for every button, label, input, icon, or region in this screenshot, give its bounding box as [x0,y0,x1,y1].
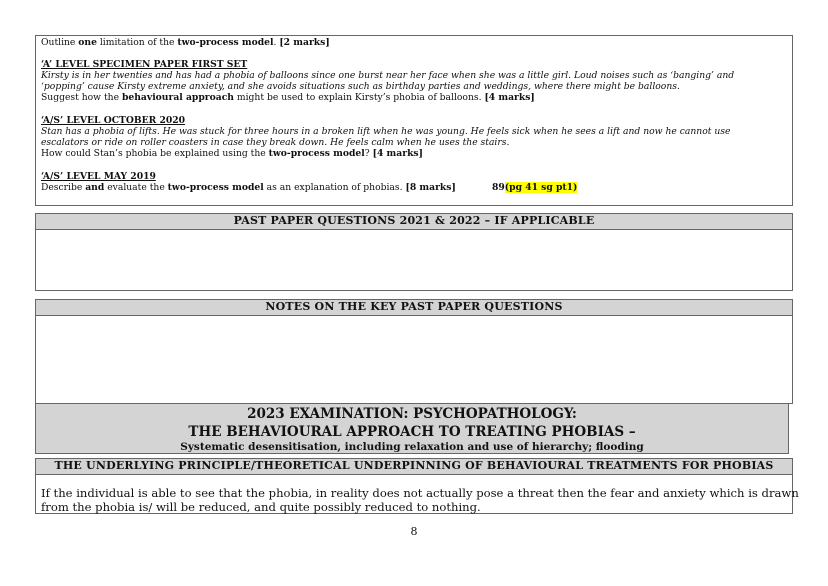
exam-subtitle: Systematic desensitisation, including relaxation and use of hierarchy; flooding [180,441,644,453]
question-2: Suggest how the behavioural approach might be used to explain Kirsty’s phobia of balloons. [4 marks] [41,92,535,103]
exam-title-line1: 2023 EXAMINATION: PSYCHOPATHOLOGY: [247,406,577,422]
q3-scenario-line1: Stan has a phobia of lifts. He was stuck for three hours in a broken lift when he was young. He feels sick when he sees a lift and now he cannot use [41,126,731,137]
q2-scenario-line1: Kirsty is in her twenties and has had a phobia of balloons since one burst near her face when she was a little girl. Loud noises such as ‘banging’ and [41,70,735,81]
notes-answer-box [35,315,793,404]
q1-bold-one: one [78,37,97,48]
question-1: Outline one limitation of the two-process model. [2 marks] [41,37,330,48]
q1-marks: [2 marks] [279,37,330,48]
q3-marks: [4 marks] [372,148,423,159]
past-paper-header: PAST PAPER QUESTIONS 2021 & 2022 – IF APPLICABLE [35,213,793,230]
page-number: 8 [410,525,418,538]
question-4: Describe and evaluate the two-process model as an explanation of phobias. [8 marks] [41,182,456,193]
q4-bold-model: two-process model [167,182,264,193]
question-3: How could Stan’s phobia be explained using the two-process model? [4 marks] [41,148,423,159]
notes-header: NOTES ON THE KEY PAST PAPER QUESTIONS [35,299,793,316]
q4-reference [492,182,577,193]
principle-text-line1: If the individual is able to see that the phobia, in reality does not actually pose a threat then the fear and anxiety which is drawn [41,486,799,500]
exam-topic-heading [35,403,789,454]
q4-ref-number: 89 [492,182,505,193]
q4-ref-highlight: (pg 41 sg pt1) [504,182,578,193]
q4-heading: ‘A/S’ LEVEL MAY 2019 [41,171,156,182]
q2-bold-approach: behavioural approach [121,92,234,103]
q3-bold-model: two-process model [268,148,365,159]
exam-title-line2: THE BEHAVIOURAL APPROACH TO TREATING PHOBIAS – [188,424,636,440]
q3-scenario-line2: escalators or ride on roller coasters in case they break down. He feels calm when he uses the stairs. [41,137,510,148]
principle-text-line2: from the phobia is/ will be reduced, and quite possibly reduced to nothing. [41,500,481,514]
past-paper-answer-box [35,229,793,291]
principle-header: THE UNDERLYING PRINCIPLE/THEORETICAL UNDERPINNING OF BEHAVIOURAL TREATMENTS FOR PHOBIAS [35,458,793,475]
q1-bold-model: two-process model [177,37,274,48]
q4-marks: [8 marks] [405,182,456,193]
q2-scenario-line2: ‘popping’ cause Kirsty extreme anxiety, and she avoids situations such as birthday parties and weddings, where there might be balloons. [41,81,680,92]
q2-heading: ‘A’ LEVEL SPECIMEN PAPER FIRST SET [41,59,248,70]
q4-bold-and: and [85,182,105,193]
q2-marks: [4 marks] [484,92,535,103]
q3-heading: ‘A/S’ LEVEL OCTOBER 2020 [41,115,186,126]
